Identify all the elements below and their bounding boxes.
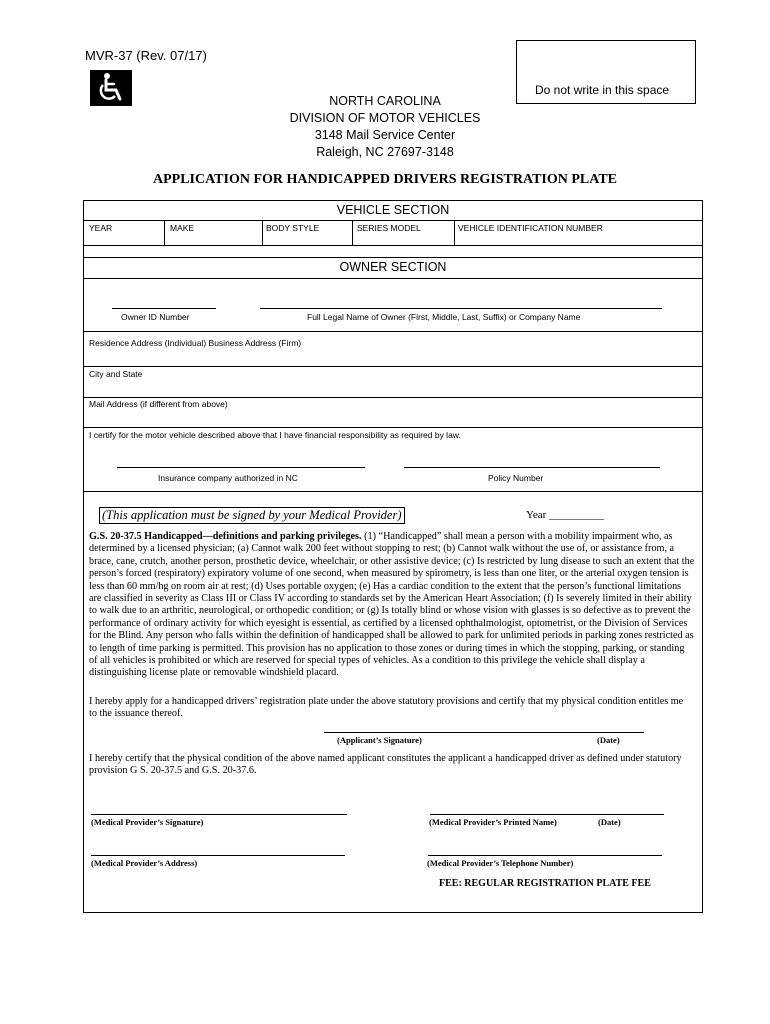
make-field[interactable]: MAKE — [170, 223, 195, 233]
financial-responsibility-statement: I certify for the motor vehicle described above that I have financial responsibility as required by law. — [89, 430, 461, 440]
full-name-label: Full Legal Name of Owner (First, Middle, Last, Suffix) or Company Name — [307, 312, 581, 322]
agency-address — [0, 93, 770, 161]
series-model-field[interactable]: SERIES MODEL — [357, 223, 421, 233]
medical-provider-banner: (This application must be signed by your Medical Provider) — [99, 507, 405, 524]
owner-section-heading: OWNER SECTION — [339, 260, 447, 274]
city-state-field[interactable]: City and State — [89, 369, 143, 379]
form-number: MVR-37 (Rev. 07/17) — [85, 48, 207, 63]
provider-signature-label: (Medical Provider’s Signature) — [91, 817, 204, 827]
statute-body: (1) “Handicapped” shall mean a person with a mobility impairment who, as determined by a licensed physician; (a) Cannot walk 200 feet without stopping to rest; (b) Cannot walk without the use of, or assistance from, a brace, cane, crutch, another person, prosthetic device, wheelchair, or other assistive device; (c) Is restricted by lung disease to such an extent that the person’s forced (respiratory) expiratory volume of one second, when measured by spirometry, is less than one liter, or the arterial oxygen tension is less than 60 mm/hg on room air at rest; (d) Uses portable oxygen; (e) Has a cardiac condition to the extent that the person’s functional limitations are classified in severity as Class III or Class IV according to standards set by the American Heart Association; (f) Is severely limited in their ability to walk due to an arthritic, neurological, or orthopedic condition; or (g) Is totally blind or whose vision with glasses is so defective as to prevent the performance of ordinary activity for which eyesight is essential, as certified by a licensed ophthalmologist, optometrist, or the Division of Services for the Blind. Any person who falls within the definition of handicapped shall be allowed to park for unlimited periods in parking zones restricted as to length of time parking is permitted. This provision has no application to those zones or during times in which the stopping, parking, or standing of all vehicles is prohibited or which are reserved for special types of vehicles. As a condition to this privilege the vehicle shall display a distinguishing license plate or removable windshield placard. — [89, 531, 695, 679]
applicant-date-label: (Date) — [597, 735, 620, 745]
provider-certify-statement: I hereby certify that the physical condition of the above named applicant constitutes the applicant a handicapped driver as defined under statutory provision G S. 20-37.5 and G.S. 20-37.6. — [89, 753, 682, 777]
agency-mail-center: 3148 Mail Service Center — [314, 128, 456, 142]
application-form — [83, 200, 703, 913]
body-style-field[interactable]: BODY STYLE — [266, 223, 320, 233]
statute-heading: G.S. 20-37.5 Handicapped—definitions and parking privileges. — [89, 531, 362, 542]
agency-state: NORTH CAROLINA — [329, 94, 441, 108]
residence-address-field[interactable]: Residence Address (Individual) Business Address (Firm) — [89, 338, 302, 348]
apply-statement: I hereby apply for a handicapped drivers’ registration plate under the above statutory provisions and certify that my physical condition entitles me to the issuance thereof. — [89, 696, 684, 720]
insurance-company-input[interactable] — [117, 467, 365, 468]
year-field[interactable]: YEAR — [89, 223, 113, 233]
provider-date-label: (Date) — [598, 817, 621, 827]
insurance-company-label: Insurance company authorized in NC — [158, 473, 298, 483]
provider-address-label: (Medical Provider’s Address) — [91, 858, 198, 868]
provider-phone-label: (Medical Provider’s Telephone Number) — [427, 858, 574, 868]
applicant-signature-input[interactable] — [324, 732, 644, 733]
policy-number-input[interactable] — [404, 467, 660, 468]
provider-signature-input[interactable] — [91, 814, 347, 815]
owner-id-label: Owner ID Number — [121, 312, 190, 322]
policy-number-label: Policy Number — [488, 473, 544, 483]
provider-printed-name-input[interactable] — [430, 814, 664, 815]
agency-division: DIVISION OF MOTOR VEHICLES — [289, 111, 481, 125]
fee-notice: FEE: REGULAR REGISTRATION PLATE FEE — [439, 878, 651, 889]
vin-field[interactable]: VEHICLE IDENTIFICATION NUMBER — [458, 223, 603, 233]
provider-address-input[interactable] — [91, 855, 345, 856]
medical-year-field[interactable]: Year __________ — [526, 509, 605, 521]
vehicle-section-heading: VEHICLE SECTION — [336, 203, 450, 217]
full-name-input[interactable] — [260, 308, 662, 309]
owner-id-input[interactable] — [112, 308, 216, 309]
office-use-label: Do not write in this space — [535, 83, 670, 97]
statute-text — [89, 531, 695, 680]
agency-city: Raleigh, NC 27697-3148 — [316, 145, 454, 159]
applicant-signature-label: (Applicant’s Signature) — [337, 735, 422, 745]
provider-printed-name-label: (Medical Provider’s Printed Name) — [429, 817, 557, 827]
mail-address-field[interactable]: Mail Address (if different from above) — [89, 399, 228, 409]
form-title: APPLICATION FOR HANDICAPPED DRIVERS REGISTRATION PLATE — [153, 172, 617, 187]
provider-phone-input[interactable] — [428, 855, 662, 856]
